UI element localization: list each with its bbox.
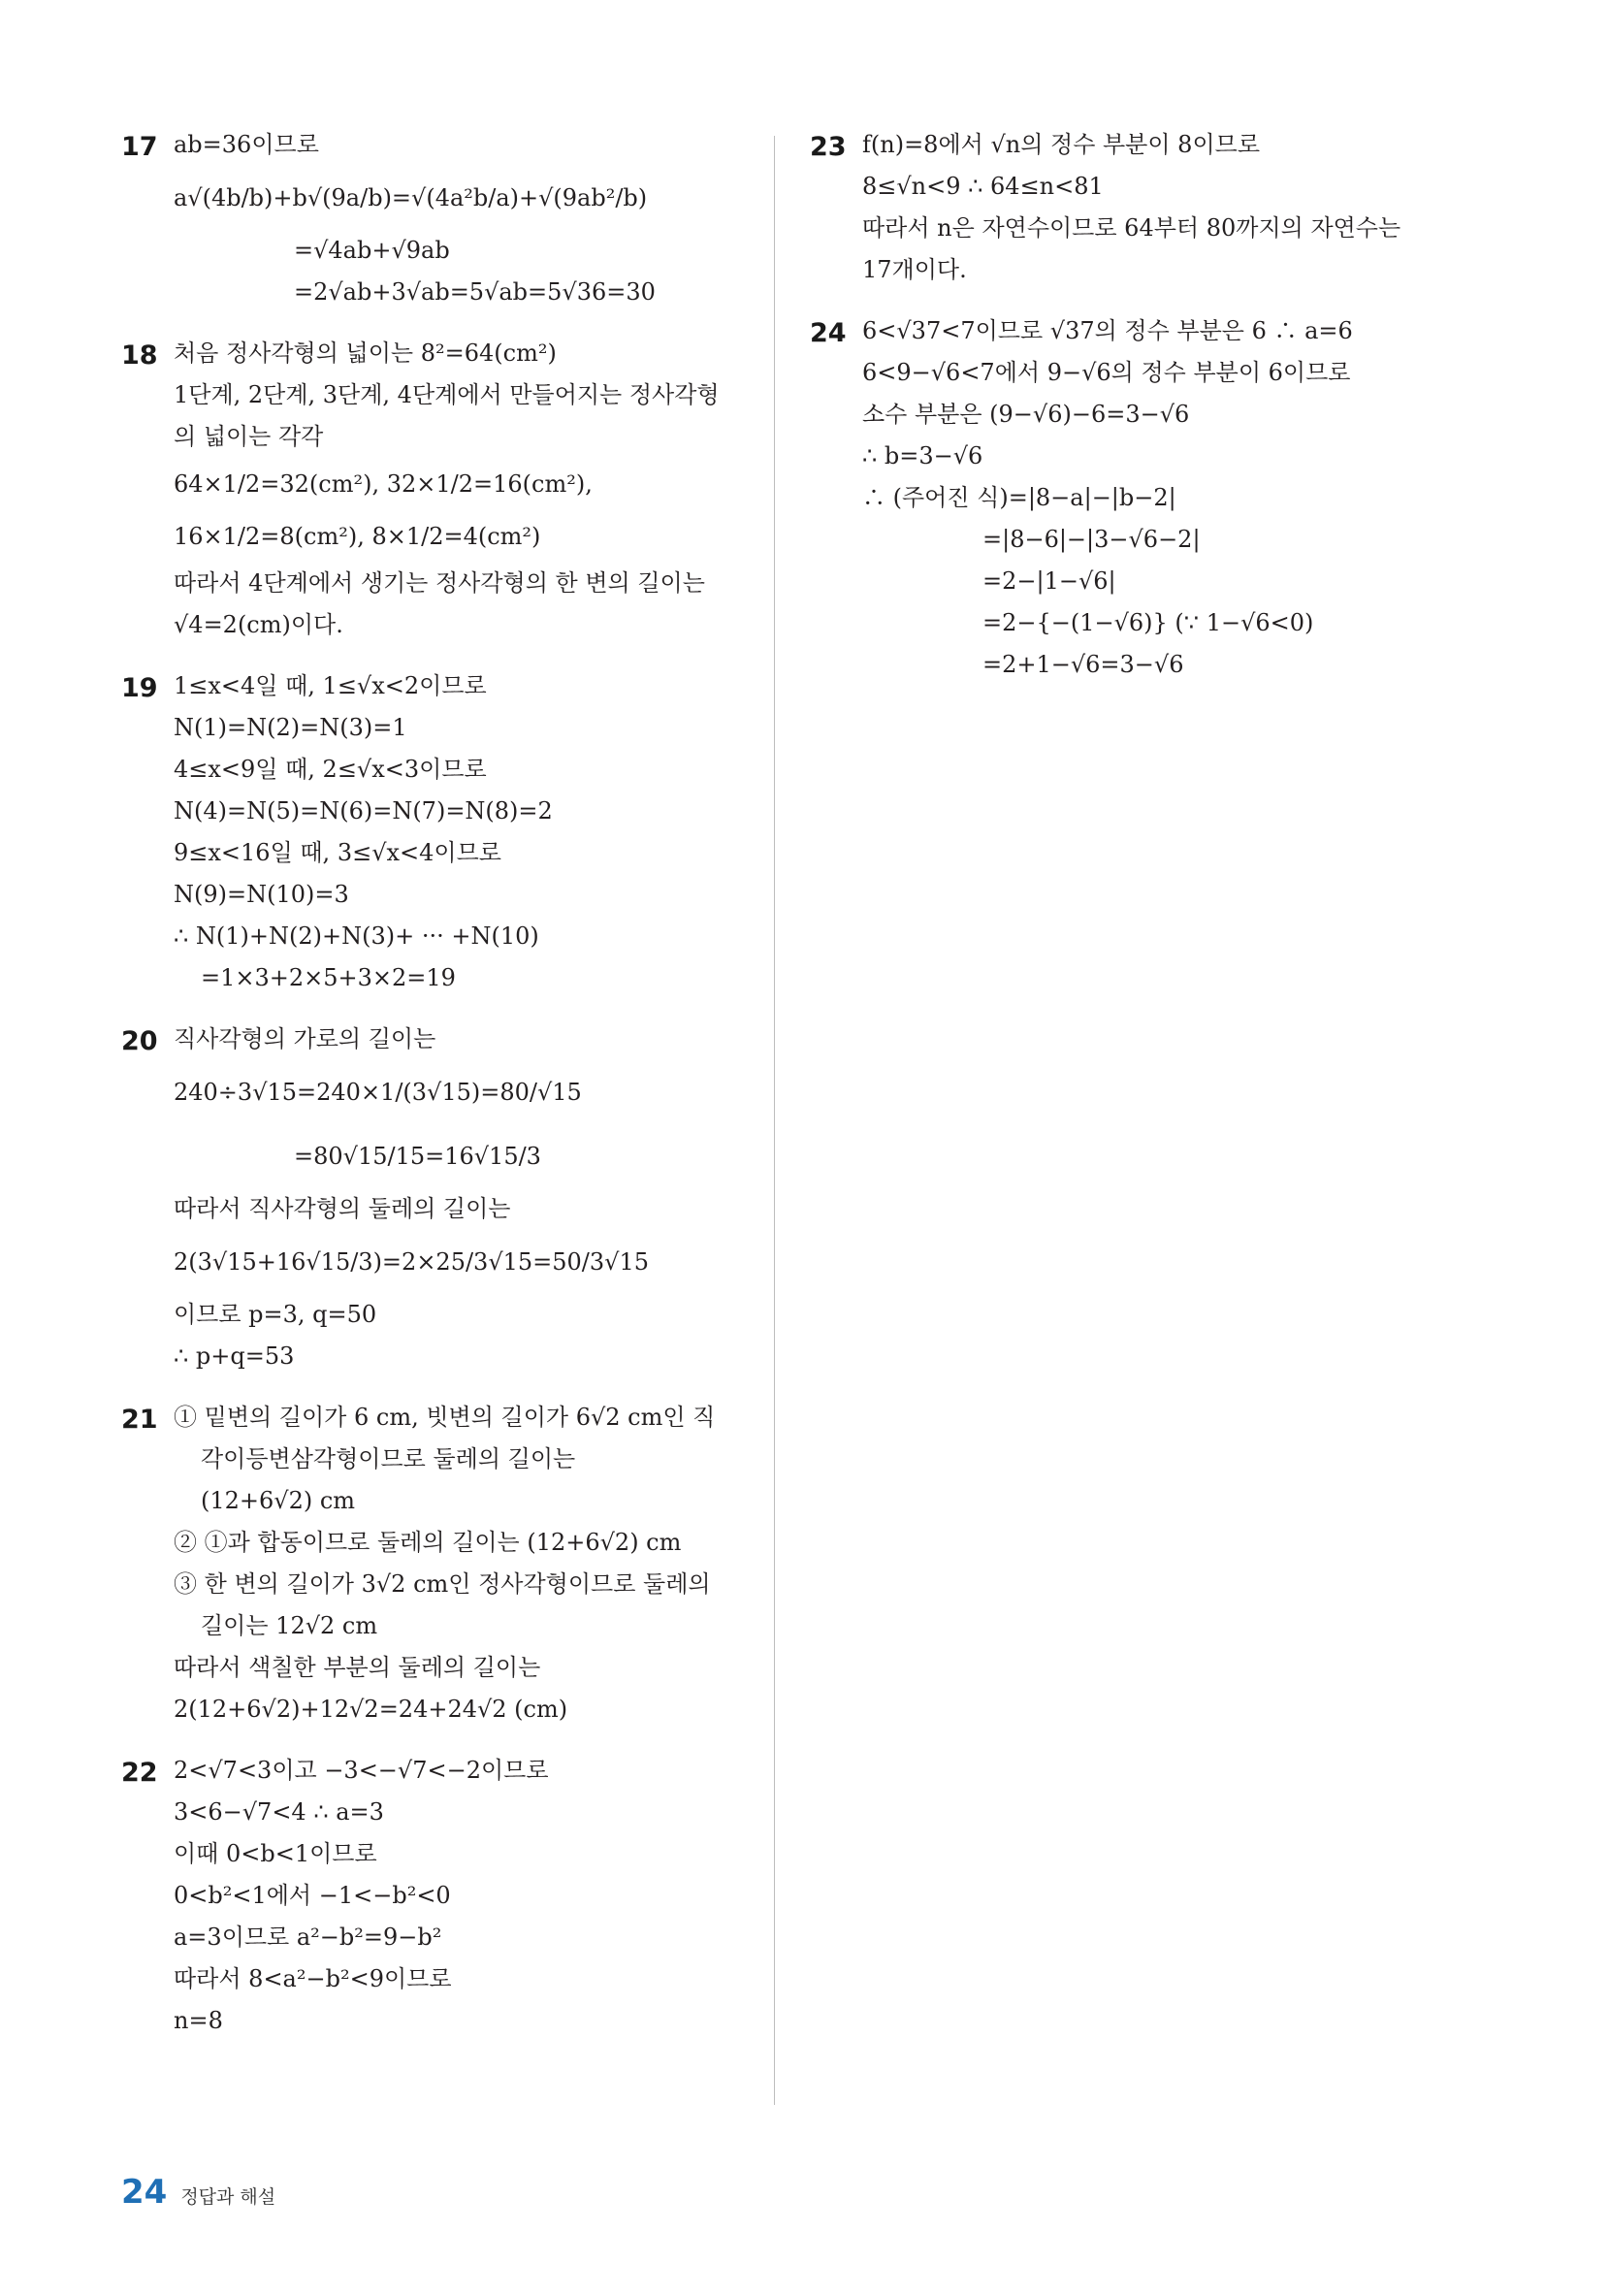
solution-line: 9≤x<16일 때, 3≤√x<4이므로 (174, 839, 501, 866)
solution-line: 4≤x<9일 때, 2≤√x<3이므로 (174, 756, 487, 783)
solution-line: 240÷3√15=240×1/(3√15)=80/√15 (174, 1079, 582, 1106)
column-divider (774, 136, 775, 2105)
solution-line: a=3이므로 a²−b²=9−b² (174, 1924, 442, 1951)
solution-line: (12+6√2) cm (201, 1487, 356, 1514)
problem-number: 20 (121, 1026, 158, 1056)
solution-line: =80√15/15=16√15/3 (294, 1143, 541, 1170)
problem-number: 21 (121, 1405, 158, 1435)
problem-number: 19 (121, 673, 158, 703)
solution-line: 64×1/2=32(cm²), 32×1/2=16(cm²), (174, 470, 593, 498)
solution-line: ∴ (주어진 식)=|8−a|−|b−2| (862, 484, 1176, 511)
solution-line: 직사각형의 가로의 길이는 (174, 1025, 436, 1052)
solution-line: ab=36이므로 (174, 131, 319, 158)
solution-line: √4=2(cm)이다. (174, 611, 343, 638)
solution-line: 0<b²<1에서 −1<−b²<0 (174, 1882, 451, 1909)
problem-22 (121, 1750, 742, 2042)
solution-line: 따라서 4단계에서 생기는 정사각형의 한 변의 길이는 (174, 569, 705, 597)
solution-line: 따라서 색칠한 부분의 둘레의 길이는 (174, 1654, 541, 1681)
solution-line: 6<9−√6<7에서 9−√6의 정수 부분이 6이므로 (862, 359, 1351, 386)
solution-line: 17개이다. (862, 256, 967, 283)
solution-line: 2<√7<3이고 −3<−√7<−2이므로 (174, 1757, 549, 1784)
solution-line: 따라서 8<a²−b²<9이므로 (174, 1965, 452, 1992)
solution-line: N(1)=N(2)=N(3)=1 (174, 714, 407, 741)
problem-number: 17 (121, 132, 158, 162)
solution-line: =2+1−√6=3−√6 (982, 651, 1184, 678)
solution-line: N(4)=N(5)=N(6)=N(7)=N(8)=2 (174, 797, 553, 825)
problem-21 (121, 1397, 742, 1730)
solution-line: =2√ab+3√ab=5√ab=5√36=30 (294, 278, 656, 306)
solution-line: =2−{−(1−√6)} (∵ 1−√6<0) (982, 609, 1314, 636)
solution-line: 따라서 직사각형의 둘레의 길이는 (174, 1195, 511, 1222)
solution-line: 길이는 12√2 cm (201, 1612, 378, 1639)
solution-line: ∴ p+q=53 (174, 1342, 295, 1370)
problem-number: 23 (810, 132, 847, 162)
solution-line: =√4ab+√9ab (294, 237, 450, 264)
solution-line: f(n)=8에서 √n의 정수 부분이 8이므로 (862, 131, 1261, 158)
problem-number: 18 (121, 340, 158, 371)
solution-line: 8≤√n<9 ∴ 64≤n<81 (862, 173, 1104, 200)
left-column (121, 124, 742, 2061)
page-number: 24 (121, 2173, 168, 2212)
solution-line: 소수 부분은 (9−√6)−6=3−√6 (862, 401, 1190, 428)
solution-line: ∴ N(1)+N(2)+N(3)+ ··· +N(10) (174, 922, 539, 950)
solution-line: N(9)=N(10)=3 (174, 881, 349, 908)
solution-line: 16×1/2=8(cm²), 8×1/2=4(cm²) (174, 523, 541, 550)
problem-24 (810, 310, 1431, 686)
solution-line: =|8−6|−|3−√6−2| (982, 526, 1201, 553)
solution-line: ∴ b=3−√6 (862, 442, 983, 469)
problem-23 (810, 124, 1431, 291)
problem-18 (121, 333, 742, 646)
solution-line: ③ 한 변의 길이가 3√2 cm인 정사각형이므로 둘레의 (174, 1570, 711, 1598)
solution-line: 따라서 n은 자연수이므로 64부터 80까지의 자연수는 (862, 214, 1401, 242)
solution-line: ① 밑변의 길이가 6 cm, 빗변의 길이가 6√2 cm인 직 (174, 1404, 716, 1431)
problem-number: 22 (121, 1758, 158, 1788)
solution-line: 1≤x<4일 때, 1≤√x<2이므로 (174, 672, 487, 699)
solution-line: ② ①과 합동이므로 둘레의 길이는 (12+6√2) cm (174, 1529, 682, 1556)
problem-20 (121, 1019, 742, 1377)
problem-17 (121, 124, 742, 313)
solution-line: 각이등변삼각형이므로 둘레의 길이는 (201, 1445, 576, 1472)
solution-line: 1단계, 2단계, 3단계, 4단계에서 만들어지는 정사각형 (174, 381, 720, 408)
solution-line: 의 넓이는 각각 (174, 423, 324, 450)
solution-line: =1×3+2×5+3×2=19 (201, 964, 456, 991)
solution-line: 이므로 p=3, q=50 (174, 1301, 377, 1328)
solution-line: 이때 0<b<1이므로 (174, 1840, 377, 1867)
solution-line: n=8 (174, 2007, 223, 2034)
problem-19 (121, 665, 742, 999)
solution-line: 2(12+6√2)+12√2=24+24√2 (cm) (174, 1696, 568, 1723)
solution-line: =2−|1−√6| (982, 567, 1116, 595)
solution-line: 2(3√15+16√15/3)=2×25/3√15=50/3√15 (174, 1248, 649, 1276)
solution-line: a√(4b/b)+b√(9a/b)=√(4a²b/a)+√(9ab²/b) (174, 184, 648, 211)
page-footer (121, 2173, 275, 2212)
solution-line: 3<6−√7<4 ∴ a=3 (174, 1798, 384, 1826)
right-column (810, 124, 1431, 705)
problem-number: 24 (810, 318, 847, 348)
solution-line: 처음 정사각형의 넓이는 8²=64(cm²) (174, 340, 557, 367)
footer-label: 정답과 해설 (180, 2186, 276, 2208)
solution-line: 6<√37<7이므로 √37의 정수 부분은 6 ∴ a=6 (862, 317, 1353, 344)
